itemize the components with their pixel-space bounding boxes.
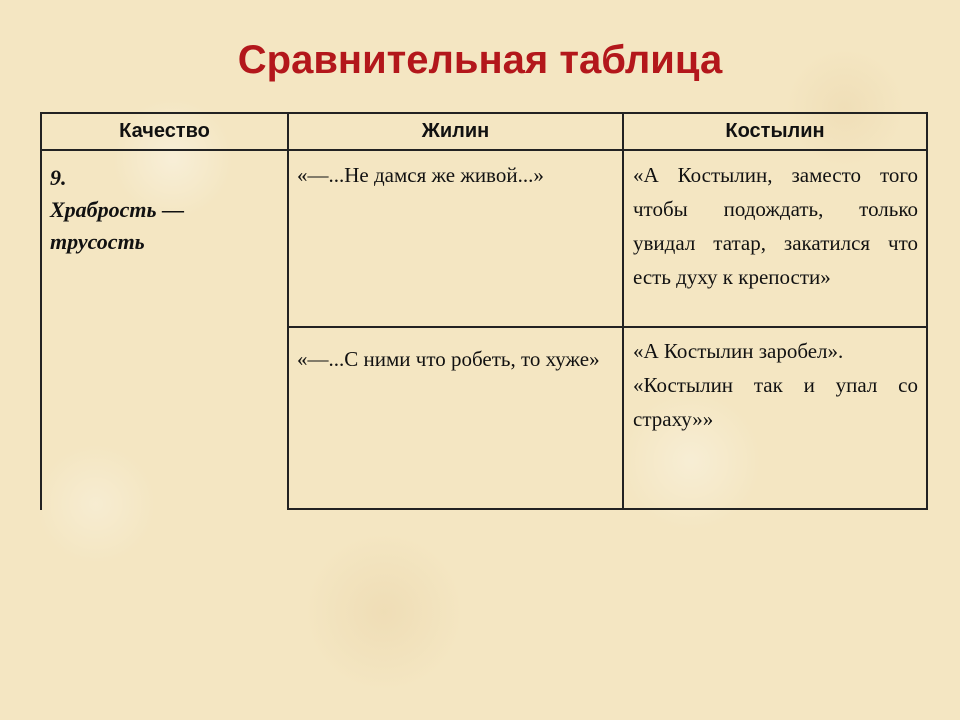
quality-number: 9. (50, 165, 67, 190)
row-divider (288, 326, 928, 328)
table-bottom-border (288, 508, 928, 510)
header-zhilin: Жилин (421, 120, 490, 142)
quality-label-line2: трусость (50, 229, 145, 254)
table-right-border (926, 112, 928, 510)
zhilin-quote-1-text: «—...Не дамся же живой...» (297, 163, 544, 187)
column-divider-1 (287, 112, 289, 510)
zhilin-quote-2-text: «—...С ними что робеть, то хуже» (297, 347, 600, 371)
column-divider-2 (622, 112, 624, 510)
quality-cell (50, 162, 280, 258)
kostylin-quote-1 (633, 158, 918, 294)
header-kostylin: Костылин (725, 120, 825, 142)
kostylin-quote-2a-text: «А Костылин заробел». (633, 339, 844, 363)
kostylin-quote-1-text: «А Костылин, заместо того чтобы подождать, только увидал татар, закатился что есть духу к крепости» (633, 163, 918, 289)
zhilin-quote-2 (297, 342, 613, 376)
header-quality: Качество (119, 120, 210, 142)
table-left-border (40, 112, 42, 510)
kostylin-quote-2 (633, 334, 918, 436)
zhilin-quote-1 (297, 158, 613, 192)
kostylin-quote-2b-text: «Костылин так и упал со страху»» (633, 373, 918, 431)
quality-label-line1: Храбрость — (50, 197, 185, 222)
page-title: Сравнительная таблица (237, 38, 723, 82)
